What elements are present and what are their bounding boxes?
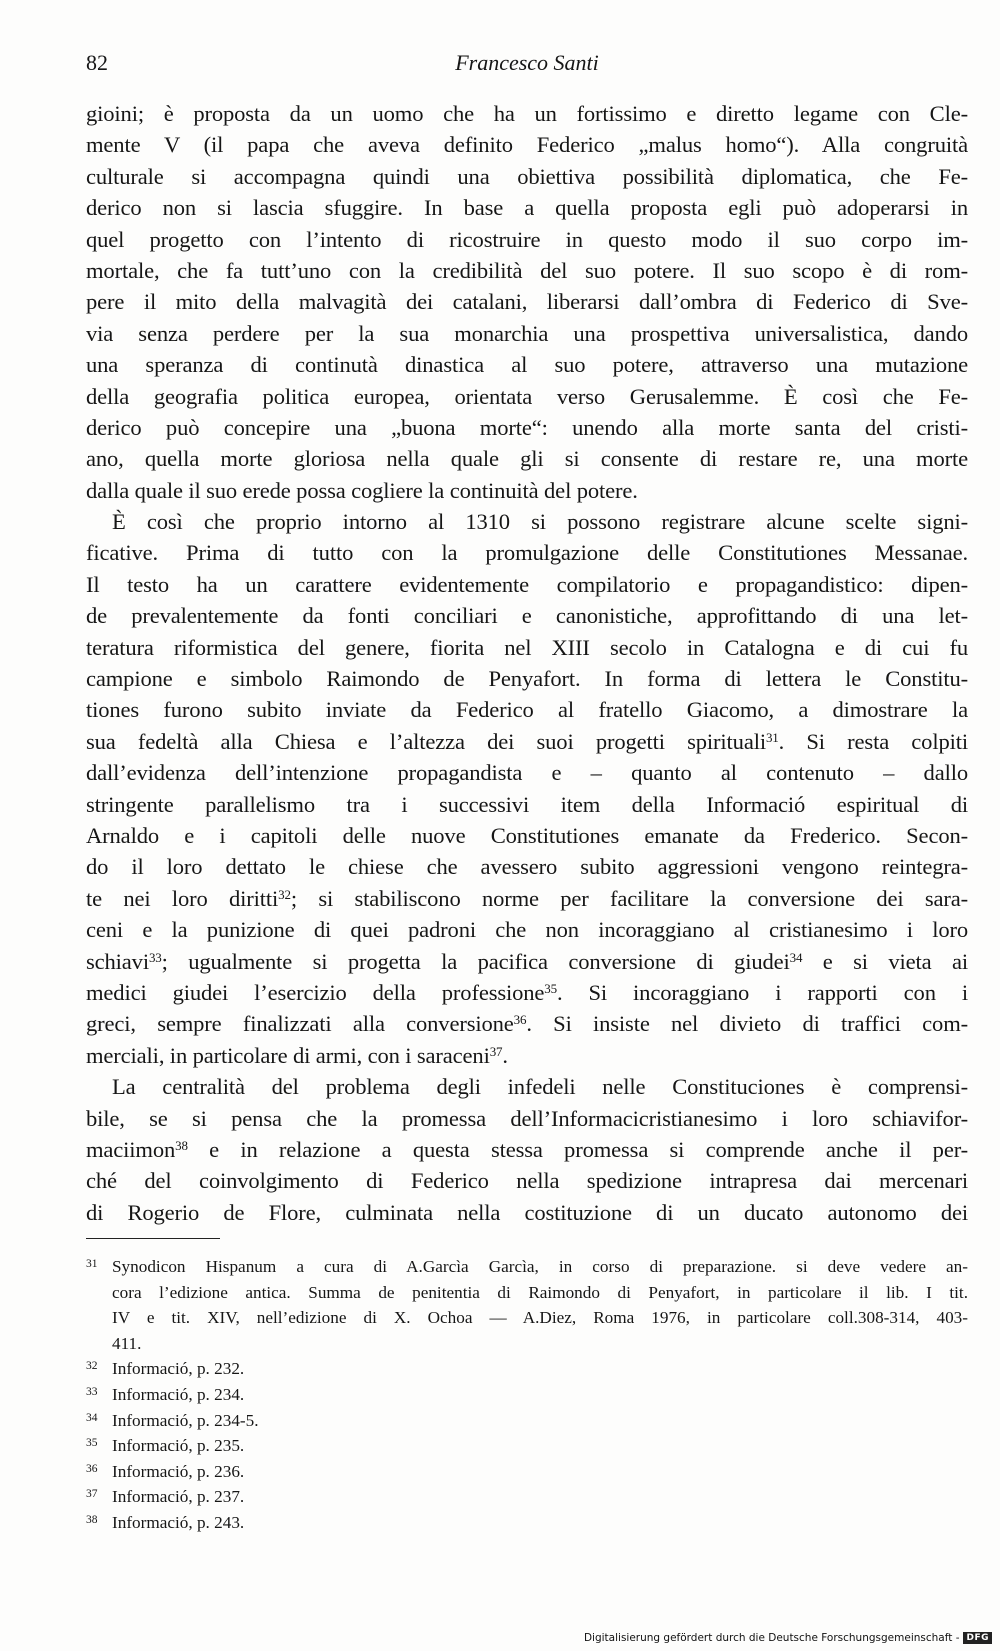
footnote-line: Informació, p. 243. — [112, 1512, 245, 1532]
text-line: mente V (il papa che aveva definito Federico „malus homo“). Alla congruità — [86, 132, 968, 158]
footnote-line: Informació, p. 234. — [112, 1384, 245, 1404]
footnote-ref[interactable]: 37 — [489, 1043, 503, 1059]
body-text — [86, 98, 968, 1228]
footnote-line: Informació, p. 232. — [112, 1359, 245, 1379]
text-line: stringente parallelismo tra i successivi item della Informació espiritual di — [86, 791, 968, 817]
text-line — [86, 1040, 968, 1071]
text-run: greci, sempre finalizzati alla conversione — [86, 1011, 514, 1037]
footnote-ref[interactable]: 32 — [278, 886, 291, 902]
text-run: e si vieta ai — [802, 948, 968, 974]
footnote — [86, 1254, 968, 1356]
footnotes — [86, 1254, 968, 1536]
text-line: ceni e la punizione di quei padroni che non incoraggiano al cristianesimo i loro — [86, 917, 968, 943]
footnote-number: 35 — [86, 1437, 98, 1450]
text-line: via senza perdere per la sua monarchia una prospettiva universalistica, dando — [86, 320, 968, 346]
footnote-number: 31 — [86, 1258, 98, 1270]
footnote-number: 37 — [86, 1488, 98, 1501]
footnote-ref[interactable]: 34 — [789, 949, 803, 965]
text-run: medici giudei l’esercizio della professione — [86, 979, 545, 1005]
text-line: di Rogerio de Flore, culminata nella costituzione di un ducato autonomo dei — [86, 1199, 968, 1225]
text-line: ché del coinvolgimento di Federico nella spedizione intrapresa dai mercenari — [86, 1168, 968, 1194]
text-line: mortale, che fa tutt’uno con la credibilità del suo potere. Il suo scopo è di rom- — [86, 257, 968, 283]
text-line — [86, 1008, 968, 1039]
text-line — [86, 726, 968, 757]
text-line: Arnaldo e i capitoli delle nuove Constitutiones emanate da Frederico. Secon- — [86, 822, 968, 848]
text-line: gioini; è proposta da un uomo che ha un fortissimo e diretto legame con Cle- — [86, 101, 968, 126]
text-run: ; si stabiliscono norme per facilitare la conversione dei sara- — [290, 885, 968, 911]
footnote — [86, 1459, 968, 1485]
footnote-ref[interactable]: 31 — [765, 729, 779, 745]
text-line: teratura riformistica del genere, fiorita nel XIII secolo in Catalogna e di cui fu — [86, 634, 968, 660]
footnote-number: 32 — [86, 1360, 98, 1373]
text-line: ano, quella morte gloriosa nella quale gli si consente di restare re, una morte — [86, 446, 968, 472]
footnote-number: 33 — [86, 1385, 98, 1398]
dfg-logo-icon: DFG — [963, 1632, 992, 1644]
footnote-line: Informació, p. 236. — [112, 1461, 245, 1481]
text-line — [86, 977, 968, 1008]
text-run: schiavi — [86, 948, 149, 974]
page-header — [86, 46, 968, 80]
footnote-number: 34 — [86, 1411, 98, 1424]
text-run: merciali, in particolare di armi, con i saraceni — [86, 1042, 490, 1068]
footnote-line: Informació, p. 235. — [112, 1436, 245, 1456]
footnote-line: Synodicon Hispanum a cura di A.Garcìa Garcìa, in corso di preparazione. si deve vedere an- — [112, 1257, 968, 1276]
text-line: La centralità del problema degli infedeli nelle Constituciones è comprensi- — [112, 1074, 968, 1100]
footnote-ref[interactable]: 38 — [175, 1137, 188, 1153]
digitization-footer — [584, 1632, 992, 1644]
footnote-line: cora l’edizione antica. Summa de penitentia di Raimondo di Penyafort, in particolare il lib. I tit. — [112, 1282, 968, 1302]
text-line: derico può concepire una „buona morte“: unendo alla morte santa del cristi- — [86, 414, 968, 440]
text-line: culturale si accompagna quindi una obiettiva possibilità diplomatica, che Fe- — [86, 163, 968, 189]
text-line: quel progetto con l’intento di ricostruire in questo modo il suo corpo im- — [86, 226, 968, 252]
text-line: bile, se si pensa che la promessa dell’Informacicristianesimo i loro schiavifor- — [86, 1105, 968, 1131]
text-run: ; ugualmente si progetta la pacifica conversione di giudei — [161, 948, 790, 974]
text-line — [86, 1134, 968, 1165]
text-line: pere il mito della malvagità dei catalani, liberarsi dall’ombra di Federico di Sve- — [86, 289, 968, 315]
text-run: maciimon — [86, 1136, 176, 1162]
footnote-ref[interactable]: 33 — [148, 949, 162, 965]
text-line: È così che proprio intorno al 1310 si possono registrare alcune scelte signi- — [112, 509, 968, 535]
running-head: Francesco Santi — [455, 50, 599, 75]
text-line: do il loro dettato le chiese che avessero subito aggressioni vengono reintegra- — [86, 854, 968, 880]
text-line: una speranza di continutà dinastica al suo potere, attraverso una mutazione — [86, 352, 968, 378]
text-run: . Si incoraggiano i rapporti con i — [557, 979, 968, 1005]
footnote — [86, 1510, 968, 1536]
footnote-number: 38 — [86, 1513, 98, 1526]
text-line: campione e simbolo Raimondo de Penyafort. In forma di lettera le Constitu- — [86, 666, 968, 692]
text-line: dall’evidenza dell’intenzione propagandista e – quanto al contenuto – dallo — [86, 760, 968, 786]
text-run: te nei loro diritti — [86, 885, 279, 911]
text-run: . Si insiste nel divieto di traffici com- — [526, 1011, 968, 1037]
footnote — [86, 1484, 968, 1510]
text-run: e in relazione a questa stessa promessa si comprende anche il per- — [187, 1136, 968, 1162]
text-line: dalla quale il suo erede possa cogliere la continuità del potere. — [86, 477, 638, 503]
footnote-line: 411. — [112, 1333, 142, 1353]
text-run: . Si resta colpiti — [778, 728, 968, 754]
text-line: de prevalentemente da fonti conciliari e canonistiche, approfittando di una let- — [86, 603, 968, 629]
page-number: 82 — [86, 50, 108, 75]
text-line: derico non si lascia sfuggire. In base a quella proposta egli può adoperarsi in — [86, 195, 968, 221]
text-line: della geografia politica europea, orientata verso Gerusalemme. È così che Fe- — [86, 383, 968, 409]
footnote — [86, 1382, 968, 1408]
text-run: . — [502, 1042, 508, 1068]
footnote-line: IV e tit. XIV, nell’edizione di X. Ochoa — A.Diez, Roma 1976, in particolare coll.308-314, 403- — [112, 1308, 968, 1328]
footer-text: Digitalisierung gefördert durch die Deutsche Forschungsgemeinschaft - — [583, 1632, 960, 1644]
footnote-number: 36 — [86, 1462, 98, 1475]
footnote-ref[interactable]: 36 — [513, 1012, 527, 1028]
footnote-ref[interactable]: 35 — [544, 980, 557, 996]
text-line: tiones furono subito inviate da Federico al fratello Giacomo, a dimostrare la — [86, 697, 968, 723]
footnote — [86, 1433, 968, 1459]
text-run: sua fedeltà alla Chiesa e l’altezza dei suoi progetti spirituali — [86, 728, 766, 754]
footnote — [86, 1408, 968, 1434]
footnote-separator — [86, 1238, 220, 1239]
text-line: ficative. Prima di tutto con la promulgazione delle Constitutiones Messanae. — [86, 540, 968, 566]
footnote — [86, 1356, 968, 1382]
text-line: Il testo ha un carattere evidentemente compilatorio e propagandistico: dipen- — [86, 571, 968, 597]
text-line — [86, 883, 968, 914]
footnote-line: Informació, p. 234-5. — [112, 1410, 259, 1430]
footnote-line: Informació, p. 237. — [112, 1487, 245, 1507]
text-line — [86, 946, 968, 977]
